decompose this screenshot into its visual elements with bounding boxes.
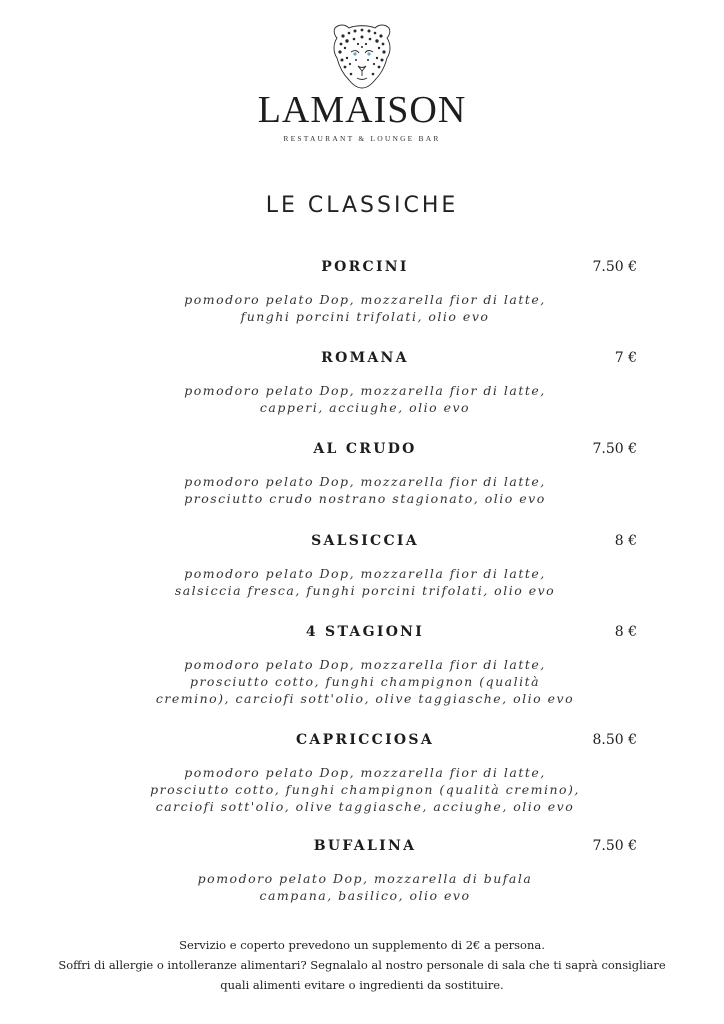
item-name: BUFALINA [313,838,417,854]
brand-subtitle: RESTAURANT & LOUNGE BAR [283,134,441,143]
item-description-line: pomodoro pelato Dop, mozzarella fior di latte, [184,383,546,398]
item-description [0,565,724,599]
item-price: 8 € [614,624,637,640]
item-description-line: pomodoro pelato Dop, mozzarella fior di latte, [184,566,546,581]
item-description-line: pomodoro pelato Dop, mozzarella fior di latte, [184,657,546,672]
brand-name: LAMAISON [257,89,467,131]
footer-note [0,935,724,995]
item-price: 7.50 € [592,259,637,275]
item-description [0,382,724,416]
footer-line: Servizio e coperto prevedono un supplemento di 2€ a persona. [179,938,545,952]
footer-line: quali alimenti evitare o ingredienti da sostituire. [220,978,504,992]
item-name: ROMANA [321,350,409,366]
item-description-line: pomodoro pelato Dop, mozzarella fior di latte, [184,292,546,307]
item-name: CAPRICCIOSA [295,732,435,748]
item-description-line: salsiccia fresca, funghi porcini trifolati, olio evo [174,583,556,598]
item-description-line: campana, basilico, olio evo [259,888,471,903]
section-title: LE CLASSICHE [265,193,459,218]
item-price: 7.50 € [592,441,637,457]
item-description [0,473,724,507]
item-description-line: cremino), carciofi sott'olio, olive taggiasche, olio evo [155,691,575,706]
item-name: AL CRUDO [313,441,417,457]
item-description-line: pomodoro pelato Dop, mozzarella di bufala [197,871,533,886]
item-description-line: prosciutto cotto, funghi champignon (qualità cremino), [150,782,580,797]
item-description-line: pomodoro pelato Dop, mozzarella fior di latte, [184,765,546,780]
item-description [0,291,724,325]
item-description [0,870,724,904]
item-price: 8 € [614,533,637,549]
logo [0,22,724,143]
item-description [0,656,724,707]
item-description-line: prosciutto cotto, funghi champignon (qualità [189,674,541,689]
item-price: 8.50 € [592,732,637,748]
item-price: 7.50 € [592,838,637,854]
item-description [0,764,724,815]
footer-line: Soffri di allergie o intolleranze alimentari? Segnalalo al nostro personale di sala che ti saprà consigliare [58,958,666,972]
item-description-line: pomodoro pelato Dop, mozzarella fior di latte, [184,474,546,489]
leopard-icon [325,22,399,92]
item-description-line: capperi, acciughe, olio evo [259,400,471,415]
item-name: 4 STAGIONI [305,624,425,640]
item-description-line: carciofi sott'olio, olive taggiasche, acciughe, olio evo [155,799,575,814]
item-name: SALSICCIA [311,533,419,549]
item-description-line: prosciutto crudo nostrano stagionato, olio evo [184,491,546,506]
item-name: PORCINI [321,259,409,275]
item-price: 7 € [614,350,637,366]
item-description-line: funghi porcini trifolati, olio evo [240,309,490,324]
